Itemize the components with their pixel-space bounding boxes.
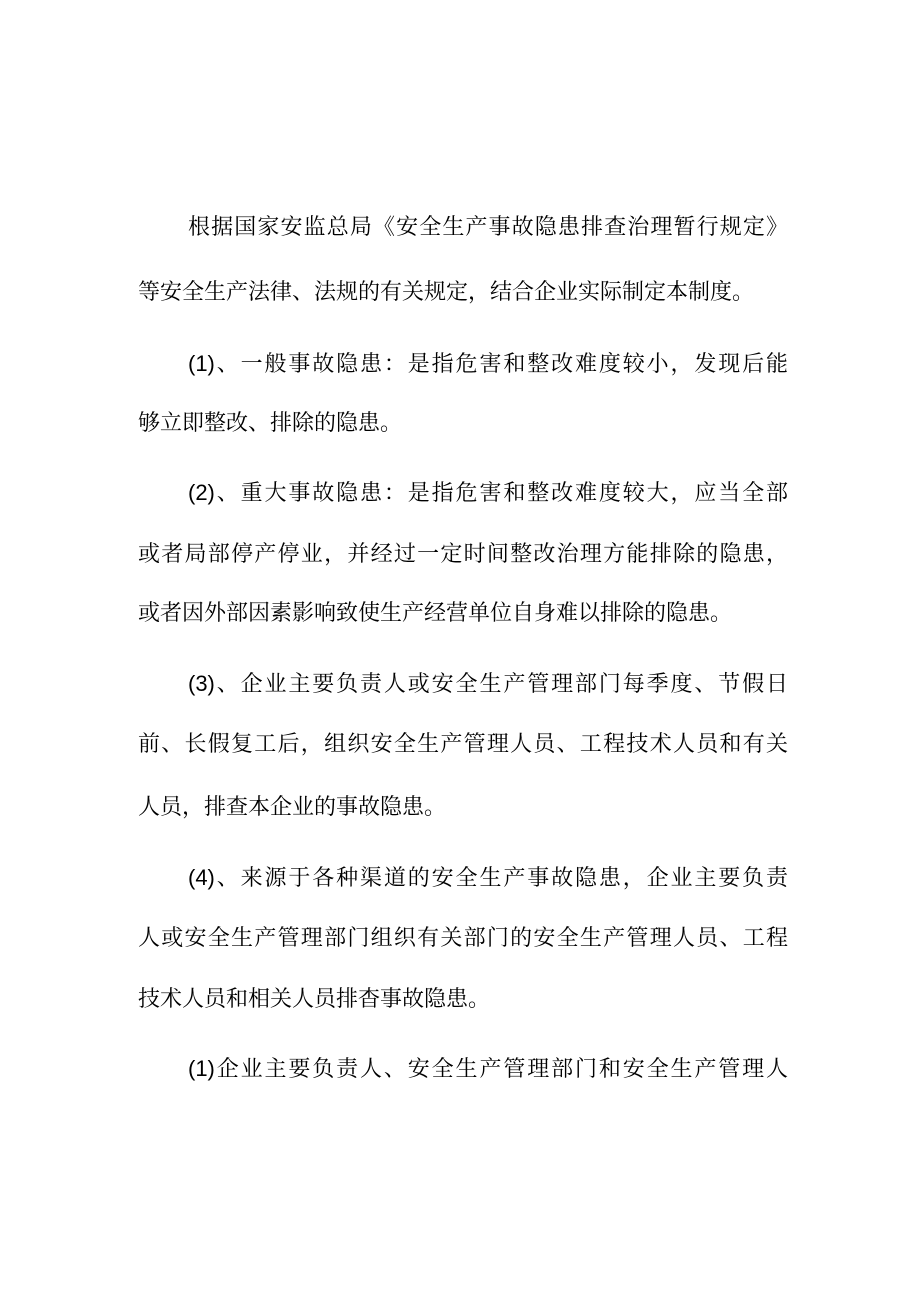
paragraph-line: 或者局部停产停业，并经过一定时间整改治理方能排除的隐患， [138, 542, 788, 567]
paragraph-text: 、来源于各种渠道的安全生产事故隐患，企业主要负责 [214, 866, 788, 891]
paragraph-number: (1) [188, 351, 215, 376]
paragraph-line [188, 1054, 788, 1084]
paragraph-line [188, 349, 788, 379]
paragraph-text: 、企业主要负责人或安全生产管理部门每季度、节假日 [214, 672, 788, 697]
paragraph-line: 够立即整改、排除的隐患。 [138, 411, 403, 436]
paragraph-text: 企业主要负责人、安全生产管理部门和安全生产管理人 [214, 1057, 788, 1082]
paragraph-line [188, 478, 788, 508]
paragraph-number: (2) [188, 480, 215, 505]
paragraph-line: 前、长假复工后，组织安全生产管理人员、工程技术人员和有关 [138, 732, 788, 757]
paragraph-line [188, 669, 788, 699]
paragraph-line: 等安全生产法律、法规的有关规定，结合企业实际制定本制度。 [138, 280, 755, 305]
paragraph-line: 或者因外部因素影响致使生产经营单位自身难以排除的隐患。 [138, 601, 733, 626]
paragraph-text: 、重大事故隐患：是指危害和整改难度较大，应当全部 [214, 481, 788, 506]
paragraph-text: 、一般事故隐患：是指危害和整改难度较小，发现后能 [214, 352, 788, 377]
paragraph-line [188, 863, 788, 893]
paragraph-line: 人员，排查本企业的事故隐患。 [138, 795, 447, 820]
paragraph-number: (4) [188, 865, 215, 890]
paragraph-line: 技术人员和相关人员排杳事故隐患。 [138, 987, 491, 1012]
paragraph-number: (1) [188, 1056, 215, 1081]
paragraph-line: 根据国家安监总局《安全生产事故隐患排查治理暂行规定》 [188, 215, 788, 240]
paragraph-number: (3) [188, 671, 215, 696]
paragraph-line: 人或安全生产管理部门组织有关部门的安全生产管理人员、工程 [138, 926, 788, 951]
